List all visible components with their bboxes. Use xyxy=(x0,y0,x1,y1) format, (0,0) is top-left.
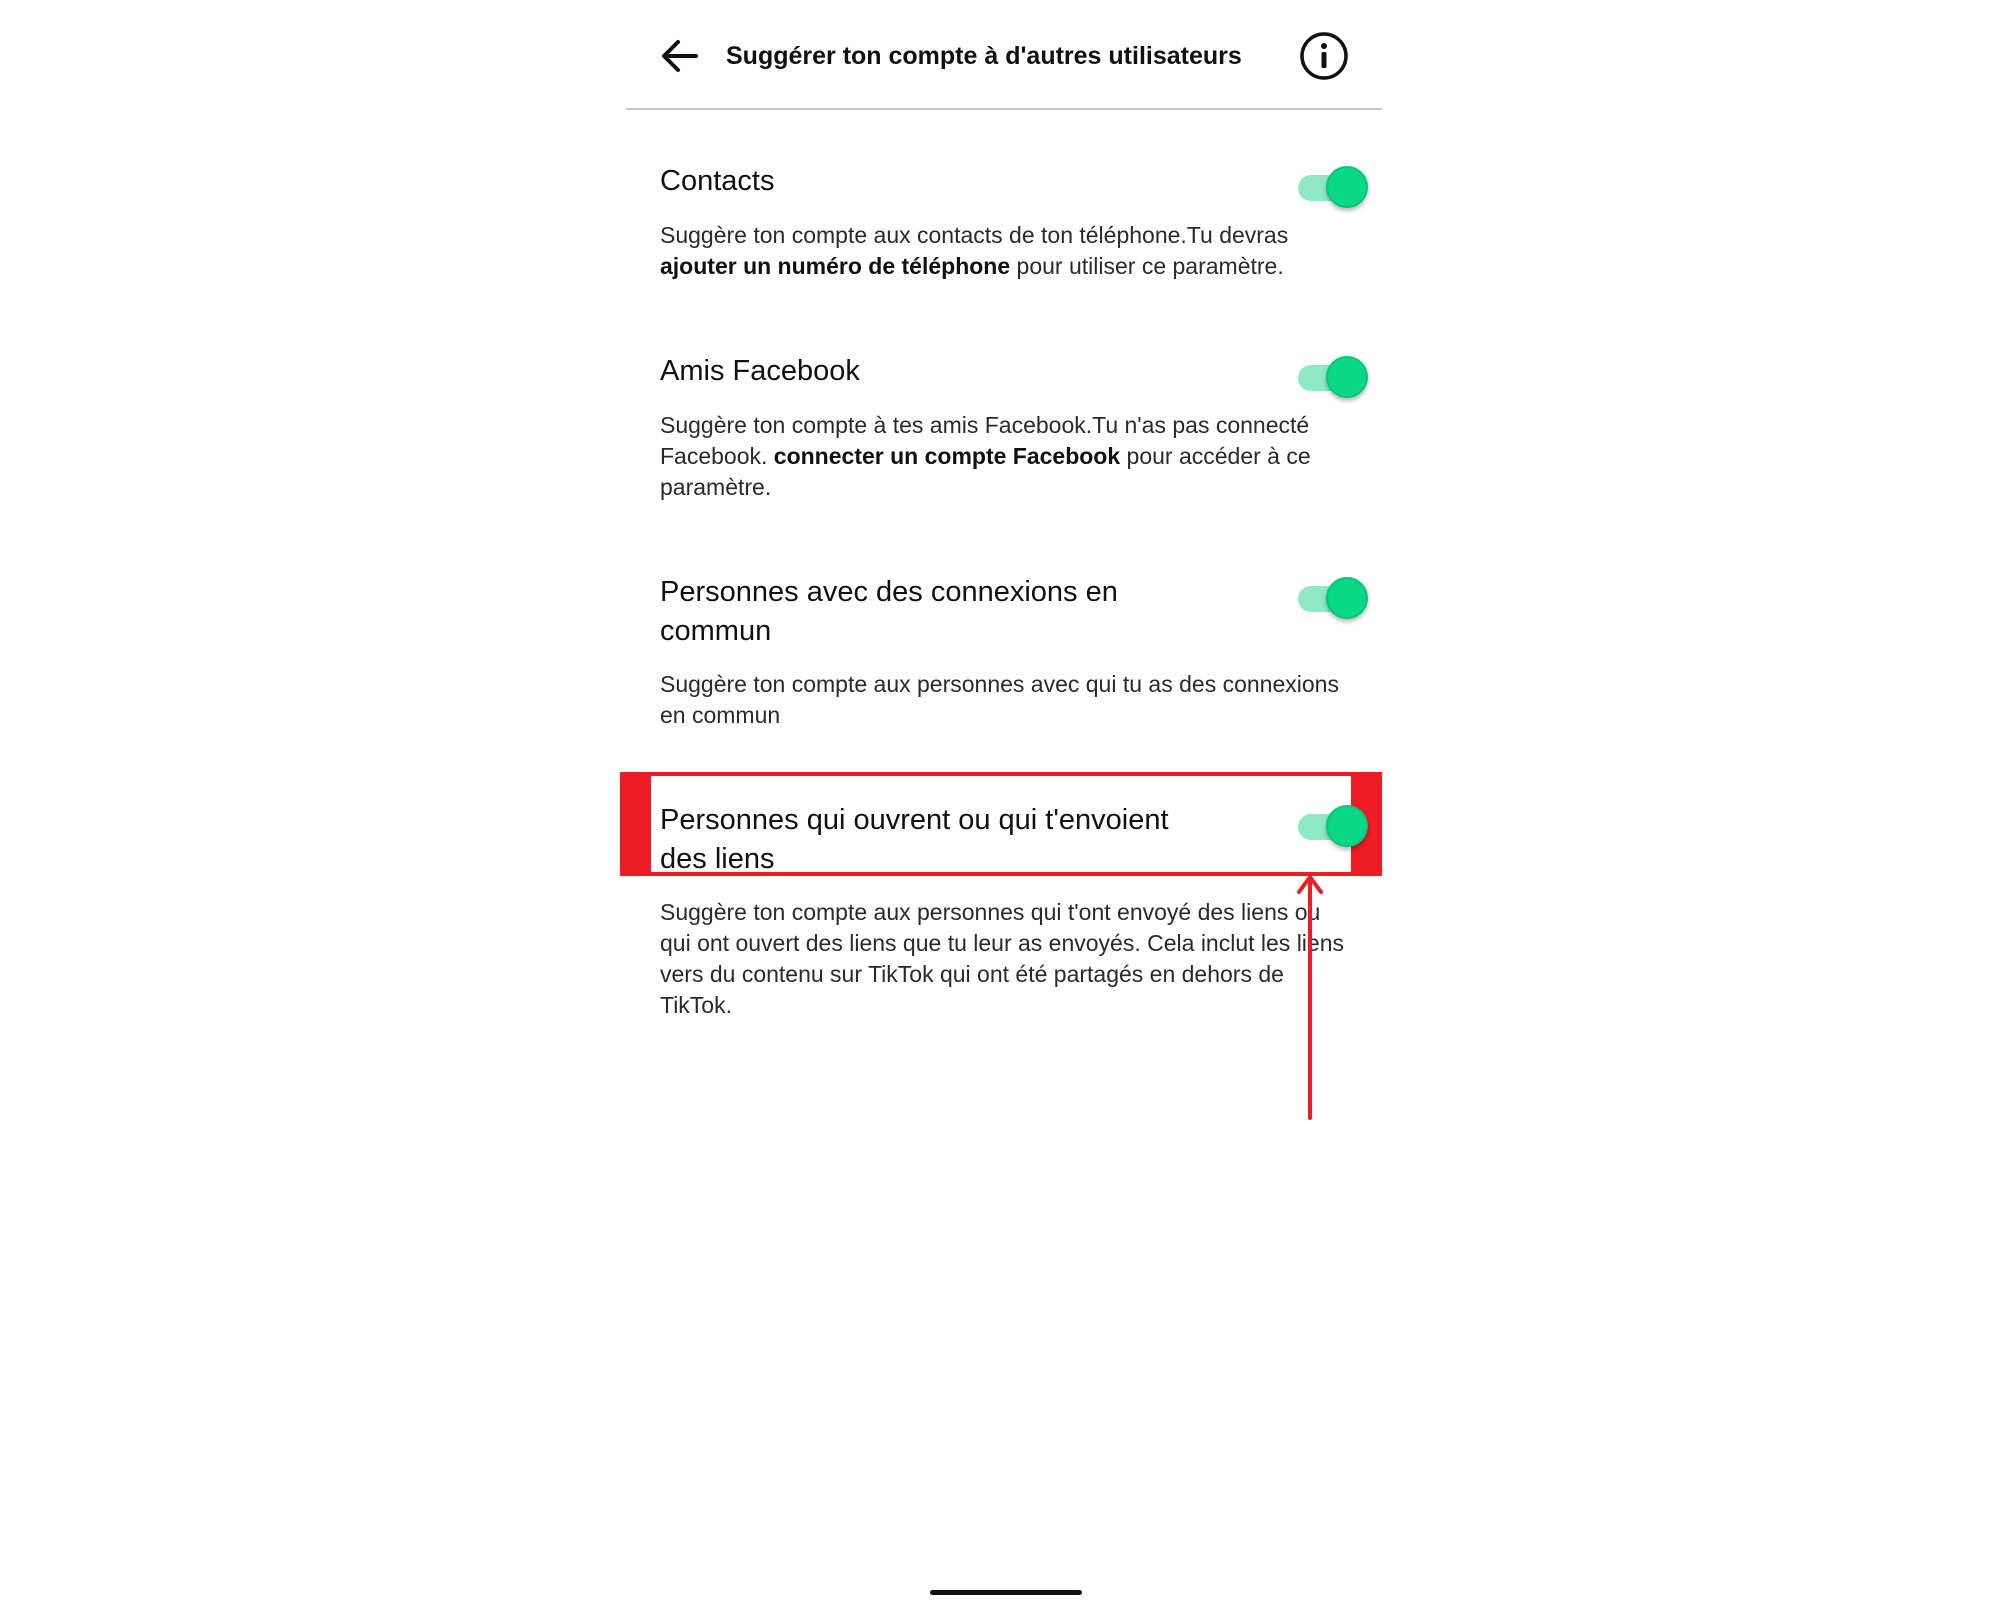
header-bar xyxy=(626,0,1382,110)
page-title: Suggérer ton compte à d'autres utilisateurs xyxy=(726,42,1242,70)
info-circle-icon xyxy=(1298,30,1350,82)
back-button[interactable] xyxy=(656,32,704,80)
add-phone-number-link[interactable]: ajouter un numéro de téléphone xyxy=(660,253,1011,279)
settings-screen xyxy=(626,0,1382,1600)
link-openers-toggle[interactable] xyxy=(1298,803,1370,851)
setting-title: Contacts xyxy=(660,165,775,197)
setting-link-openers xyxy=(660,801,1350,1031)
setting-description: Suggère ton compte aux contacts de ton téléphone.Tu devras ajouter un numéro de téléphone pour utiliser ce paramètre. xyxy=(660,222,1289,279)
mutual-connections-toggle[interactable] xyxy=(1298,575,1370,623)
home-indicator[interactable] xyxy=(930,1590,1082,1595)
toggle-knob xyxy=(1326,805,1368,847)
toggle-knob xyxy=(1326,166,1368,208)
setting-title: Personnes avec des connexions en commun xyxy=(660,576,1118,647)
contacts-toggle[interactable] xyxy=(1298,164,1370,212)
toggle-knob xyxy=(1326,356,1368,398)
annotation-arrow-icon xyxy=(1290,872,1330,1122)
setting-contacts xyxy=(660,162,1350,292)
setting-title: Amis Facebook xyxy=(660,355,860,387)
toggle-knob xyxy=(1326,577,1368,619)
connect-facebook-link[interactable]: connecter un compte Facebook xyxy=(773,443,1121,469)
setting-description: Suggère ton compte aux personnes avec qui tu as des connexions en commun xyxy=(660,671,1339,728)
facebook-friends-toggle[interactable] xyxy=(1298,354,1370,402)
setting-facebook-friends xyxy=(660,352,1350,512)
info-button[interactable] xyxy=(1298,30,1350,82)
arrow-left-icon xyxy=(656,32,704,80)
setting-mutual-connections xyxy=(660,573,1350,733)
setting-title: Personnes qui ouvrent ou qui t'envoient des liens xyxy=(660,804,1169,875)
setting-description: Suggère ton compte aux personnes qui t'ont envoyé des liens ou qui ont ouvert des liens que tu leur as envoyés. Cela inclut les liens vers du contenu sur TikTok qui ont été partagés en dehors de TikTok. xyxy=(660,899,1345,1018)
setting-description: Suggère ton compte à tes amis Facebook.Tu n'as pas connecté Facebook. connecter un compte Facebook pour accéder à ce paramètre. xyxy=(660,412,1311,500)
